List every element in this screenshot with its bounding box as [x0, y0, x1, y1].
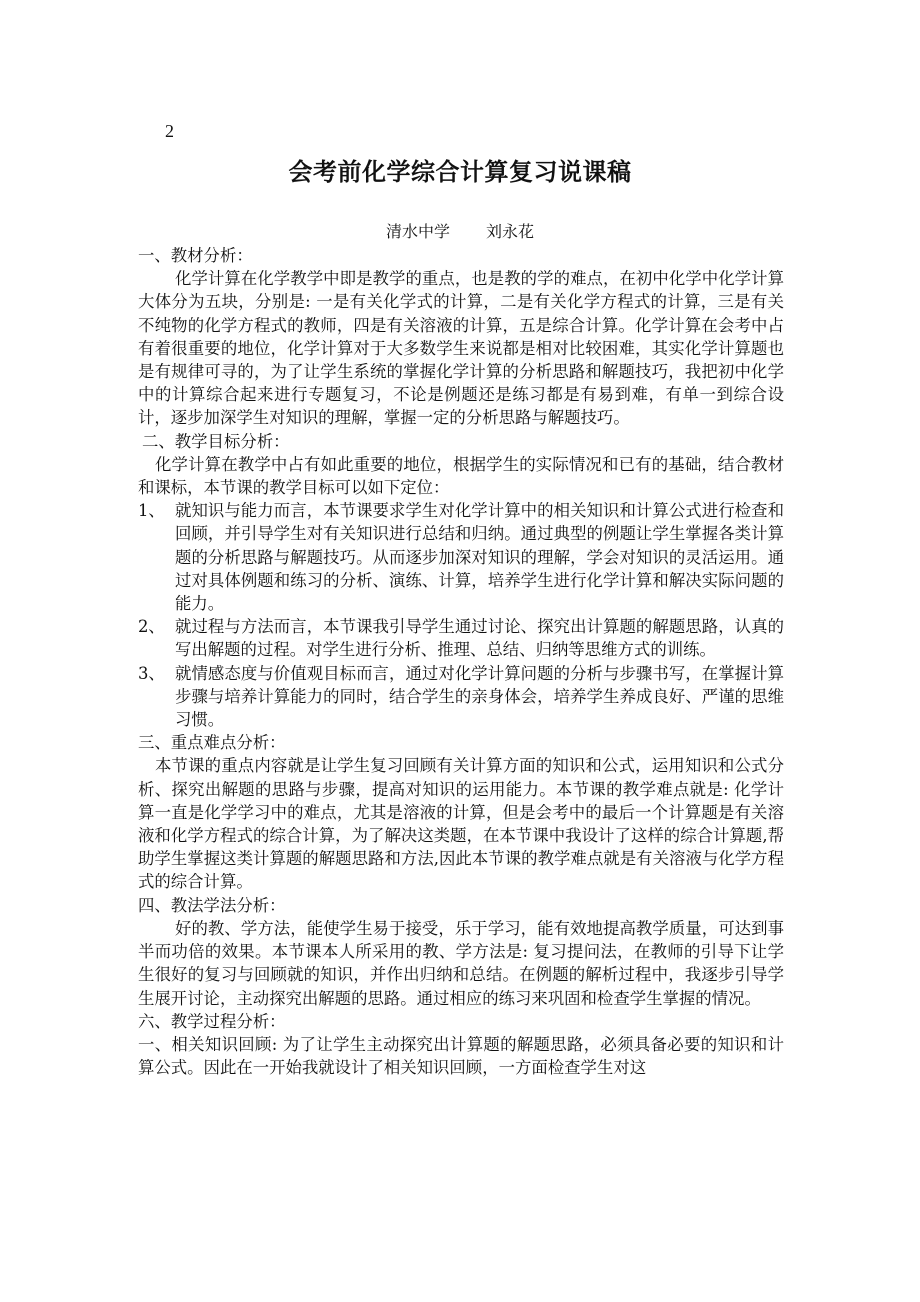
list-number: 2、 — [138, 617, 165, 637]
section-heading-teaching-methods: 四、教法学法分析： — [138, 895, 286, 915]
list-text: 就过程与方法而言，本节课我引导学生通过讨论、探究出计算题的解题思路，认真的写出解题的过程。对学生进行分析、推理、总结、归纳等思维方式的训练。 — [175, 617, 784, 660]
document-body — [138, 244, 784, 1079]
goal-list-item — [138, 662, 784, 732]
goal-list-item — [138, 615, 784, 661]
section-paragraph-teaching-process: 一、相关知识回顾: 为了让学生主动探究出计算题的解题思路，必须具备必要的知识和计算公式。因此在一开始我就设计了相关知识回顾，一方面检查学生对这 — [138, 1034, 784, 1078]
list-number: 3、 — [138, 663, 165, 683]
list-text: 就知识与能力而言，本节课要求学生对化学计算中的相关知识和计算公式进行检查和回顾，并引导学生对有关知识进行总结和归纳。通过典型的例题让学生掌握各类计算题的分析思路与解题技巧。从而逐步加深对知识的理解，学会对知识的灵活运用。通过对具体例题和练习的分析、演练、计算，培养学生进行化学计算和解决实际问题的能力。 — [175, 501, 784, 614]
section-paragraph-key-difficulties: 本节课的重点内容就是让学生复习回顾有关计算方面的知识和公式，运用知识和公式分析、探究出解题的思路与步骤，提高对知识的运用能力。本节课的教学难点就是: 化学计算一直是化学学习中的难点，尤其是溶液的计算，但是会考中的最后一个计算题是有关溶液和化学方程式的综合计算，为了解决这类题，在本节课中我设计了这样的综合计算题,帮助学生掌握这类计算题的解题思路和方法,因此本节课的教学难点就是有关溶液与化学方程式的综合计算。 — [138, 756, 784, 892]
section-heading-teaching-goals: 二、教学目标分析： — [142, 431, 290, 451]
section-heading-teaching-process: 六、教学过程分析： — [138, 1011, 286, 1031]
section-heading-key-difficulties: 三、重点难点分析： — [138, 733, 286, 753]
section-paragraph-teaching-methods: 好的教、学方法，能使学生易于接受，乐于学习，能有效地提高教学质量，可达到事半而功倍的效果。本节课本人所采用的教、学方法是: 复习提问法，在教师的引导下让学生很好的复习与回顾就的知识，并作出归纳和总结。在例题的解析过程中，我逐步引导学生展开讨论，主动探究出解题的思路。通过相应的练习来巩固和检查学生掌握的情况。 — [138, 918, 784, 1008]
author-school: 清水中学 — [385, 222, 450, 241]
author-line — [0, 221, 920, 243]
goal-list-item — [138, 499, 784, 615]
page-number: 2 — [165, 121, 174, 141]
document-title: 会考前化学综合计算复习说课稿 — [288, 158, 632, 186]
section-paragraph-textbook-analysis: 化学计算在化学教学中即是教学的重点，也是教的学的难点，在初中化学中化学计算大体分为五块，分别是: 一是有关化学式的计算，二是有关化学方程式的计算，三是有关不纯物的化学方程式的教师，四是有关溶液的计算，五是综合计算。化学计算在会考中占有着很重要的地位，化学计算对于大多数学生来说都是相对比较困难，其实化学计算题也是有规律可寻的，为了让学生系统的掌握化学计算的分析思路和解题技巧，我把初中化学中的计算综合起来进行专题复习，不论是例题还是练习都是有易到难，有单一到综合设计，逐步加深学生对知识的理解，掌握一定的分析思路与解题技巧。 — [138, 269, 784, 428]
list-number: 1、 — [138, 501, 165, 521]
list-text: 就情感态度与价值观目标而言，通过对化学计算问题的分析与步骤书写，在掌握计算步骤与培养计算能力的同时，结合学生的亲身体会，培养学生养成良好、严谨的思维习惯。 — [175, 663, 784, 730]
author-name: 刘永花 — [486, 222, 535, 241]
section-paragraph-teaching-goals: 化学计算在教学中占有如此重要的地位，根据学生的实际情况和已有的基础，结合教材和课标，本节课的教学目标可以如下定位： — [138, 454, 784, 498]
section-heading-textbook-analysis: 一、教材分析： — [138, 246, 253, 265]
